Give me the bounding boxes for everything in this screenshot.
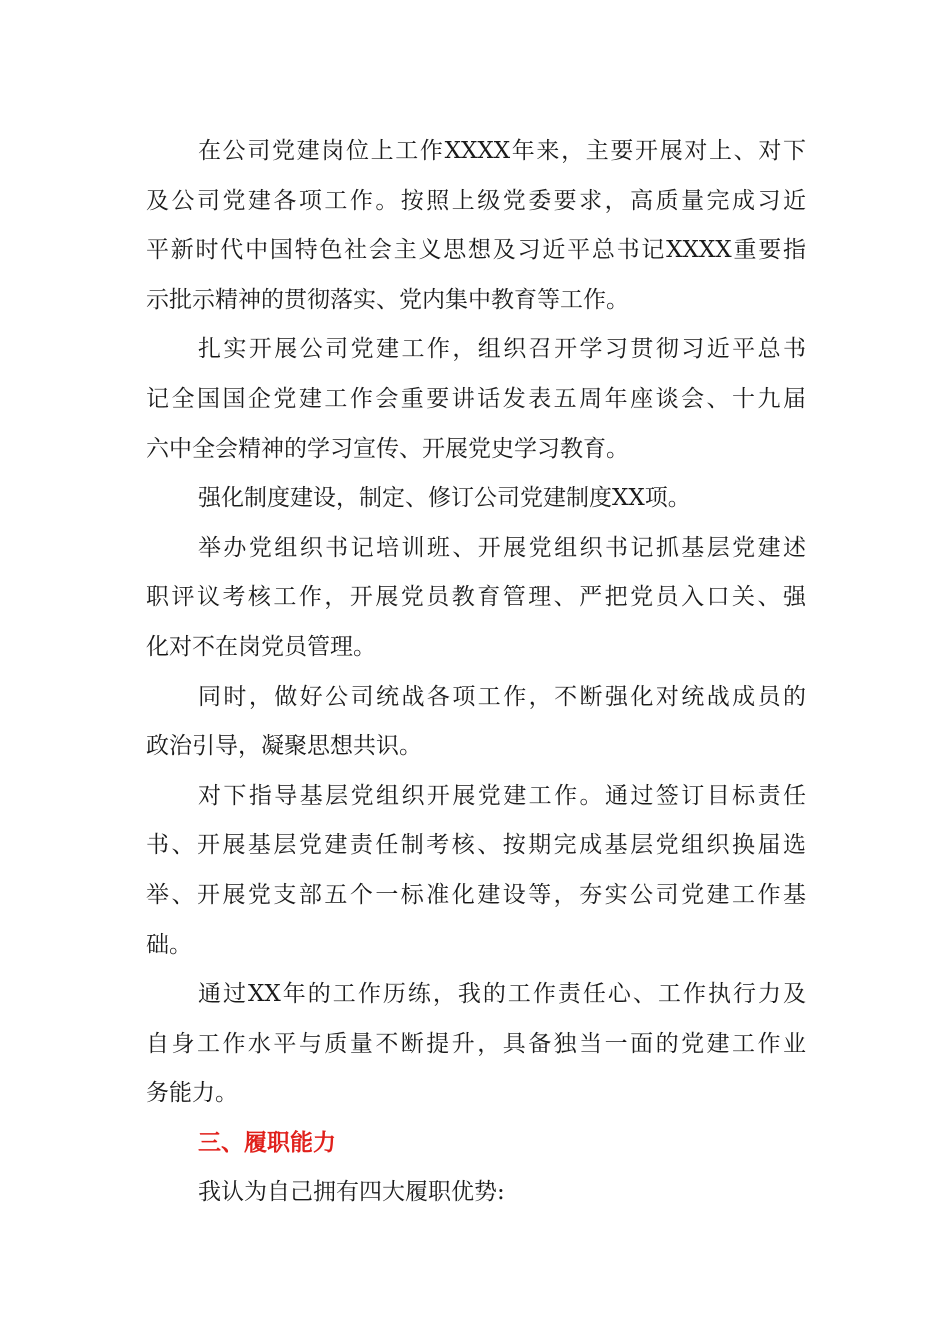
paragraph-4 [146, 524, 806, 673]
paragraph-1 [146, 127, 806, 325]
paragraph-6 [146, 772, 806, 970]
text-line: 平新时代中国特色社会主义思想及习近平总书记XXXX重要指 [146, 237, 806, 264]
text-line: 六中全会精神的学习宣传、开展党史学习教育。 [146, 435, 629, 462]
paragraph-3 [146, 474, 806, 524]
text-line: 自身工作水平与质量不断提升，具备独当一面的党建工作业 [146, 1030, 806, 1057]
paragraph-7 [146, 970, 806, 1119]
paragraph-2 [146, 325, 806, 474]
text-line: 记全国国企党建工作会重要讲话发表五周年座谈会、十九届 [146, 385, 806, 412]
text-line: 示批示精神的贯彻落实、党内集中教育等工作。 [146, 286, 629, 313]
text-line: 职评议考核工作，开展党员教育管理、严把党员入口关、强 [146, 584, 806, 611]
text-line: 举办党组织书记培训班、开展党组织书记抓基层党建述 [198, 534, 806, 561]
text-line: 强化制度建设，制定、修订公司党建制度XX项。 [198, 485, 691, 512]
text-line: 扎实开展公司党建工作，组织召开学习贯彻习近平总书 [198, 336, 806, 363]
text-line: 对下指导基层党组织开展党建工作。通过签订目标责任 [198, 782, 806, 809]
text-line: 我认为自己拥有四大履职优势: [198, 1179, 505, 1206]
text-line: 化对不在岗党员管理。 [146, 633, 376, 660]
text-line: 政治引导，凝聚思想共识。 [146, 733, 422, 760]
text-line: 举、开展党支部五个一标准化建设等，夯实公司党建工作基 [146, 881, 806, 908]
closing-paragraph [146, 1168, 806, 1218]
document-body [146, 127, 806, 1218]
text-line: 通过XX年的工作历练，我的工作责任心、工作执行力及 [198, 981, 806, 1008]
text-line: 务能力。 [146, 1080, 238, 1107]
text-line: 及公司党建各项工作。按照上级党委要求，高质量完成习近 [146, 187, 806, 214]
section-heading: 三、履职能力 [198, 1129, 336, 1156]
paragraph-5 [146, 673, 806, 772]
text-line: 础。 [146, 931, 192, 958]
text-line: 书、开展基层党建责任制考核、按期完成基层党组织换届选 [146, 832, 806, 859]
text-line: 在公司党建岗位上工作XXXX年来，主要开展对上、对下 [198, 138, 806, 164]
text-line: 同时，做好公司统战各项工作，不断强化对统战成员的 [198, 683, 806, 710]
